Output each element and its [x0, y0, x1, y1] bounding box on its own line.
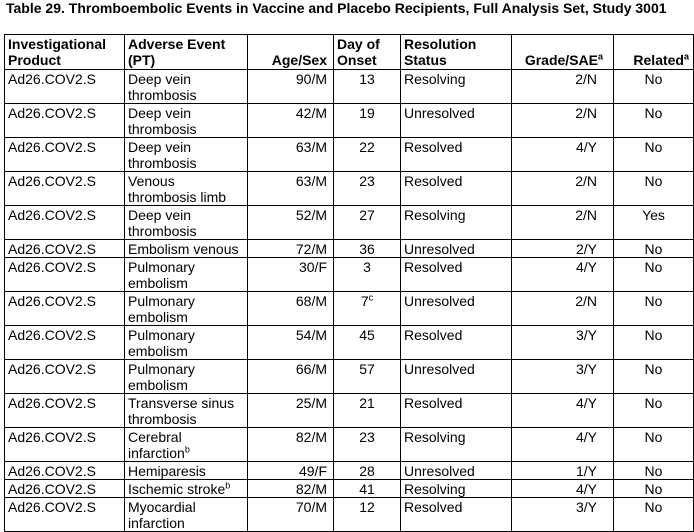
cell-agesex	[248, 498, 334, 532]
cell-product-text: Ad26.COV2.S	[8, 429, 96, 445]
cell-grade	[512, 138, 614, 172]
cell-grade	[512, 394, 614, 428]
cell-related-text: Yes	[642, 207, 665, 223]
cell-onset	[334, 360, 401, 394]
cell-resolution-text: Resolved	[404, 139, 463, 155]
cell-resolution-text: Unresolved	[404, 105, 475, 121]
cell-product	[5, 498, 125, 532]
table-row	[5, 258, 694, 292]
cell-product-text: Ad26.COV2.S	[8, 139, 96, 155]
cell-related	[614, 480, 694, 498]
cell-product-text: Ad26.COV2.S	[8, 241, 96, 257]
cell-resolution-text: Resolved	[404, 395, 463, 411]
cell-grade-text: 2/N	[575, 105, 597, 121]
cell-grade	[512, 70, 614, 104]
cell-event-text: Cerebral infarction	[128, 429, 185, 461]
cell-agesex	[248, 104, 334, 138]
cell-onset-text: 13	[359, 71, 375, 87]
cell-grade-text: 4/Y	[575, 259, 597, 275]
cell-agesex-text: 82/M	[295, 481, 327, 497]
cell-related-text: No	[644, 361, 663, 377]
cell-resolution	[401, 258, 512, 292]
cell-product-text: Ad26.COV2.S	[8, 207, 96, 223]
cell-agesex	[248, 462, 334, 480]
cell-related	[614, 104, 694, 138]
cell-product	[5, 480, 125, 498]
cell-onset	[334, 462, 401, 480]
cell-resolution	[401, 394, 512, 428]
cell-product	[5, 104, 125, 138]
cell-agesex	[248, 326, 334, 360]
cell-event-text: Embolism venous	[128, 241, 239, 257]
cell-event	[125, 104, 248, 138]
cell-related	[614, 138, 694, 172]
cell-grade-text: 2/Y	[575, 241, 597, 257]
cell-grade-text: 3/Y	[575, 499, 597, 515]
cell-event	[125, 326, 248, 360]
cell-grade	[512, 360, 614, 394]
cell-agesex-text: 68/M	[295, 293, 327, 309]
cell-resolution	[401, 206, 512, 240]
cell-agesex-text: 63/M	[295, 139, 327, 155]
cell-related-text: No	[644, 293, 663, 309]
cell-resolution	[401, 172, 512, 206]
table-row	[5, 240, 694, 258]
cell-grade	[512, 480, 614, 498]
cell-grade-text: 2/N	[575, 71, 597, 87]
cell-product-text: Ad26.COV2.S	[8, 293, 96, 309]
cell-event	[125, 172, 248, 206]
cell-resolution	[401, 292, 512, 326]
cell-resolution-text: Unresolved	[404, 293, 475, 309]
table-row	[5, 462, 694, 480]
cell-agesex-text: 25/M	[295, 395, 327, 411]
cell-product-text: Ad26.COV2.S	[8, 259, 96, 275]
table-row	[5, 70, 694, 104]
cell-resolution	[401, 104, 512, 138]
cell-agesex-text: 66/M	[295, 361, 327, 377]
cell-product	[5, 172, 125, 206]
cell-onset-text: 21	[359, 395, 375, 411]
cell-event-text: Pulmonary embolism	[128, 327, 195, 359]
header-onset: Day of Onset	[334, 35, 401, 70]
cell-resolution	[401, 480, 512, 498]
cell-product	[5, 292, 125, 326]
header-grade	[512, 35, 614, 70]
cell-related	[614, 498, 694, 532]
cell-onset-text: 23	[359, 173, 375, 189]
cell-related	[614, 428, 694, 462]
cell-onset	[334, 70, 401, 104]
cell-product	[5, 258, 125, 292]
cell-resolution	[401, 498, 512, 532]
header-grade-label: Grade/SAE	[524, 52, 598, 68]
cell-resolution-text: Resolving	[404, 71, 466, 87]
cell-onset	[334, 326, 401, 360]
cell-onset	[334, 480, 401, 498]
cell-agesex-text: 82/M	[295, 429, 327, 445]
cell-onset-text: 12	[359, 499, 375, 515]
cell-onset	[334, 104, 401, 138]
cell-product	[5, 206, 125, 240]
cell-event-text: Venous thrombosis limb	[128, 173, 227, 205]
cell-related-text: No	[644, 429, 663, 445]
table-row	[5, 360, 694, 394]
cell-related	[614, 240, 694, 258]
cell-product-text: Ad26.COV2.S	[8, 481, 96, 497]
cell-agesex	[248, 394, 334, 428]
cell-product-text: Ad26.COV2.S	[8, 71, 96, 87]
cell-onset-footnote: c	[368, 292, 374, 303]
cell-product	[5, 240, 125, 258]
cell-grade-text: 3/Y	[575, 327, 597, 343]
cell-product	[5, 462, 125, 480]
cell-onset	[334, 292, 401, 326]
cell-related	[614, 258, 694, 292]
header-agesex: Age/Sex	[248, 35, 334, 70]
cell-resolution-text: Resolved	[404, 173, 463, 189]
cell-grade-text: 1/Y	[575, 463, 597, 479]
cell-resolution-text: Resolving	[404, 207, 466, 223]
cell-grade-text: 2/N	[575, 173, 597, 189]
cell-agesex-text: 54/M	[295, 327, 327, 343]
cell-event	[125, 258, 248, 292]
cell-event-text: Deep vein thrombosis	[128, 105, 197, 137]
cell-related-text: No	[644, 105, 663, 121]
cell-onset-text: 27	[359, 207, 375, 223]
cell-product-text: Ad26.COV2.S	[8, 463, 96, 479]
cell-product	[5, 138, 125, 172]
cell-related-text: No	[644, 241, 663, 257]
cell-related-text: No	[644, 71, 663, 87]
cell-agesex	[248, 240, 334, 258]
cell-grade	[512, 206, 614, 240]
cell-resolution	[401, 138, 512, 172]
cell-event	[125, 70, 248, 104]
cell-event-footnote: b	[225, 480, 231, 491]
cell-event-text: Deep vein thrombosis	[128, 71, 197, 103]
header-resolution: Resolution Status	[401, 35, 512, 70]
cell-resolution-text: Resolved	[404, 327, 463, 343]
cell-event-text: Deep vein thrombosis	[128, 207, 197, 239]
cell-related	[614, 292, 694, 326]
cell-event	[125, 292, 248, 326]
cell-agesex	[248, 172, 334, 206]
cell-onset-text: 45	[359, 327, 375, 343]
cell-grade-text: 2/N	[575, 207, 597, 223]
header-grade-footnote: a	[597, 51, 603, 62]
cell-related-text: No	[644, 395, 663, 411]
table-row	[5, 498, 694, 532]
cell-resolution	[401, 428, 512, 462]
cell-agesex	[248, 258, 334, 292]
cell-grade-text: 4/Y	[575, 429, 597, 445]
cell-event-text: Pulmonary embolism	[128, 259, 195, 291]
cell-resolution	[401, 326, 512, 360]
cell-resolution-text: Unresolved	[404, 463, 475, 479]
cell-onset-text: 22	[359, 139, 375, 155]
cell-related	[614, 462, 694, 480]
cell-event-text: Hemiparesis	[128, 463, 206, 479]
cell-product	[5, 70, 125, 104]
cell-product	[5, 360, 125, 394]
cell-agesex-text: 63/M	[295, 173, 327, 189]
cell-product-text: Ad26.COV2.S	[8, 105, 96, 121]
cell-related-text: No	[644, 259, 663, 275]
cell-grade-text: 4/Y	[575, 139, 597, 155]
cell-grade	[512, 498, 614, 532]
cell-event-text: Deep vein thrombosis	[128, 139, 197, 171]
cell-onset	[334, 428, 401, 462]
cell-resolution-text: Resolving	[404, 481, 466, 497]
table-row	[5, 104, 694, 138]
cell-onset	[334, 172, 401, 206]
cell-event-text: Transverse sinus thrombosis	[128, 395, 235, 427]
table-header	[5, 35, 694, 70]
cell-product	[5, 394, 125, 428]
cell-onset-text: 23	[359, 429, 375, 445]
cell-grade	[512, 462, 614, 480]
cell-event	[125, 138, 248, 172]
cell-product	[5, 428, 125, 462]
cell-resolution	[401, 240, 512, 258]
cell-resolution	[401, 70, 512, 104]
header-related-label: Related	[633, 52, 684, 68]
cell-agesex	[248, 360, 334, 394]
cell-agesex	[248, 428, 334, 462]
cell-event-text: Myocardial infarction	[128, 499, 196, 531]
cell-agesex-text: 42/M	[295, 105, 327, 121]
table-row	[5, 394, 694, 428]
table-row	[5, 326, 694, 360]
table-row	[5, 138, 694, 172]
cell-related	[614, 206, 694, 240]
header-event: Adverse Event (PT)	[125, 35, 248, 70]
cell-onset	[334, 258, 401, 292]
cell-onset	[334, 394, 401, 428]
cell-grade-text: 4/Y	[575, 481, 597, 497]
table-row	[5, 428, 694, 462]
cell-grade	[512, 172, 614, 206]
cell-resolution-text: Unresolved	[404, 361, 475, 377]
cell-product-text: Ad26.COV2.S	[8, 327, 96, 343]
cell-onset-text: 41	[359, 481, 375, 497]
cell-agesex-text: 30/F	[298, 259, 327, 275]
cell-agesex-text: 90/M	[295, 71, 327, 87]
cell-grade-text: 4/Y	[575, 395, 597, 411]
table-body	[5, 70, 694, 532]
cell-related-text: No	[644, 327, 663, 343]
header-related-footnote: a	[683, 51, 689, 62]
table-row	[5, 172, 694, 206]
cell-agesex	[248, 292, 334, 326]
table-title: Table 29. Thromboembolic Events in Vaccine and Placebo Recipients, Full Analysis Set, Study 3001	[6, 0, 667, 16]
cell-resolution-text: Resolved	[404, 499, 463, 515]
cell-product-text: Ad26.COV2.S	[8, 499, 96, 515]
header-related	[614, 35, 694, 70]
header-product: Investigational Product	[5, 35, 125, 70]
cell-product-text: Ad26.COV2.S	[8, 395, 96, 411]
cell-event	[125, 428, 248, 462]
cell-grade-text: 2/N	[575, 293, 597, 309]
cell-onset-text: 36	[359, 241, 375, 257]
cell-grade	[512, 428, 614, 462]
cell-product	[5, 326, 125, 360]
cell-event	[125, 240, 248, 258]
thromboembolic-events-table	[4, 34, 694, 532]
cell-grade	[512, 240, 614, 258]
cell-related	[614, 360, 694, 394]
cell-event-text: Ischemic stroke	[128, 481, 226, 497]
cell-agesex	[248, 206, 334, 240]
cell-event	[125, 394, 248, 428]
cell-onset-text: 7	[360, 293, 369, 309]
cell-onset-text: 28	[359, 463, 375, 479]
cell-event-text: Pulmonary embolism	[128, 293, 195, 325]
cell-onset	[334, 206, 401, 240]
cell-related-text: No	[644, 173, 663, 189]
cell-agesex	[248, 480, 334, 498]
cell-related	[614, 326, 694, 360]
cell-product-text: Ad26.COV2.S	[8, 361, 96, 377]
cell-related	[614, 172, 694, 206]
cell-agesex-text: 72/M	[295, 241, 327, 257]
header-row	[5, 35, 694, 70]
cell-resolution-text: Resolved	[404, 259, 463, 275]
cell-resolution	[401, 360, 512, 394]
cell-event-footnote: b	[184, 444, 190, 455]
cell-grade	[512, 104, 614, 138]
cell-event	[125, 480, 248, 498]
cell-agesex	[248, 70, 334, 104]
cell-grade	[512, 258, 614, 292]
cell-related-text: No	[644, 481, 663, 497]
cell-onset	[334, 498, 401, 532]
cell-event	[125, 360, 248, 394]
cell-onset-text: 57	[359, 361, 375, 377]
cell-agesex-text: 49/F	[298, 463, 327, 479]
cell-grade-text: 3/Y	[575, 361, 597, 377]
cell-grade	[512, 326, 614, 360]
cell-agesex	[248, 138, 334, 172]
table-row	[5, 292, 694, 326]
cell-related-text: No	[644, 499, 663, 515]
cell-resolution-text: Unresolved	[404, 241, 475, 257]
cell-product-text: Ad26.COV2.S	[8, 173, 96, 189]
cell-related-text: No	[644, 139, 663, 155]
cell-onset	[334, 138, 401, 172]
cell-related	[614, 394, 694, 428]
cell-related	[614, 70, 694, 104]
cell-resolution	[401, 462, 512, 480]
cell-agesex-text: 70/M	[295, 499, 327, 515]
cell-onset	[334, 240, 401, 258]
cell-resolution-text: Resolving	[404, 429, 466, 445]
cell-event	[125, 206, 248, 240]
cell-agesex-text: 52/M	[295, 207, 327, 223]
cell-event	[125, 498, 248, 532]
cell-related-text: No	[644, 463, 663, 479]
table-row	[5, 206, 694, 240]
table-row	[5, 480, 694, 498]
cell-event	[125, 462, 248, 480]
cell-onset-text: 3	[363, 259, 371, 275]
cell-event-text: Pulmonary embolism	[128, 361, 195, 393]
cell-grade	[512, 292, 614, 326]
cell-onset-text: 19	[359, 105, 375, 121]
